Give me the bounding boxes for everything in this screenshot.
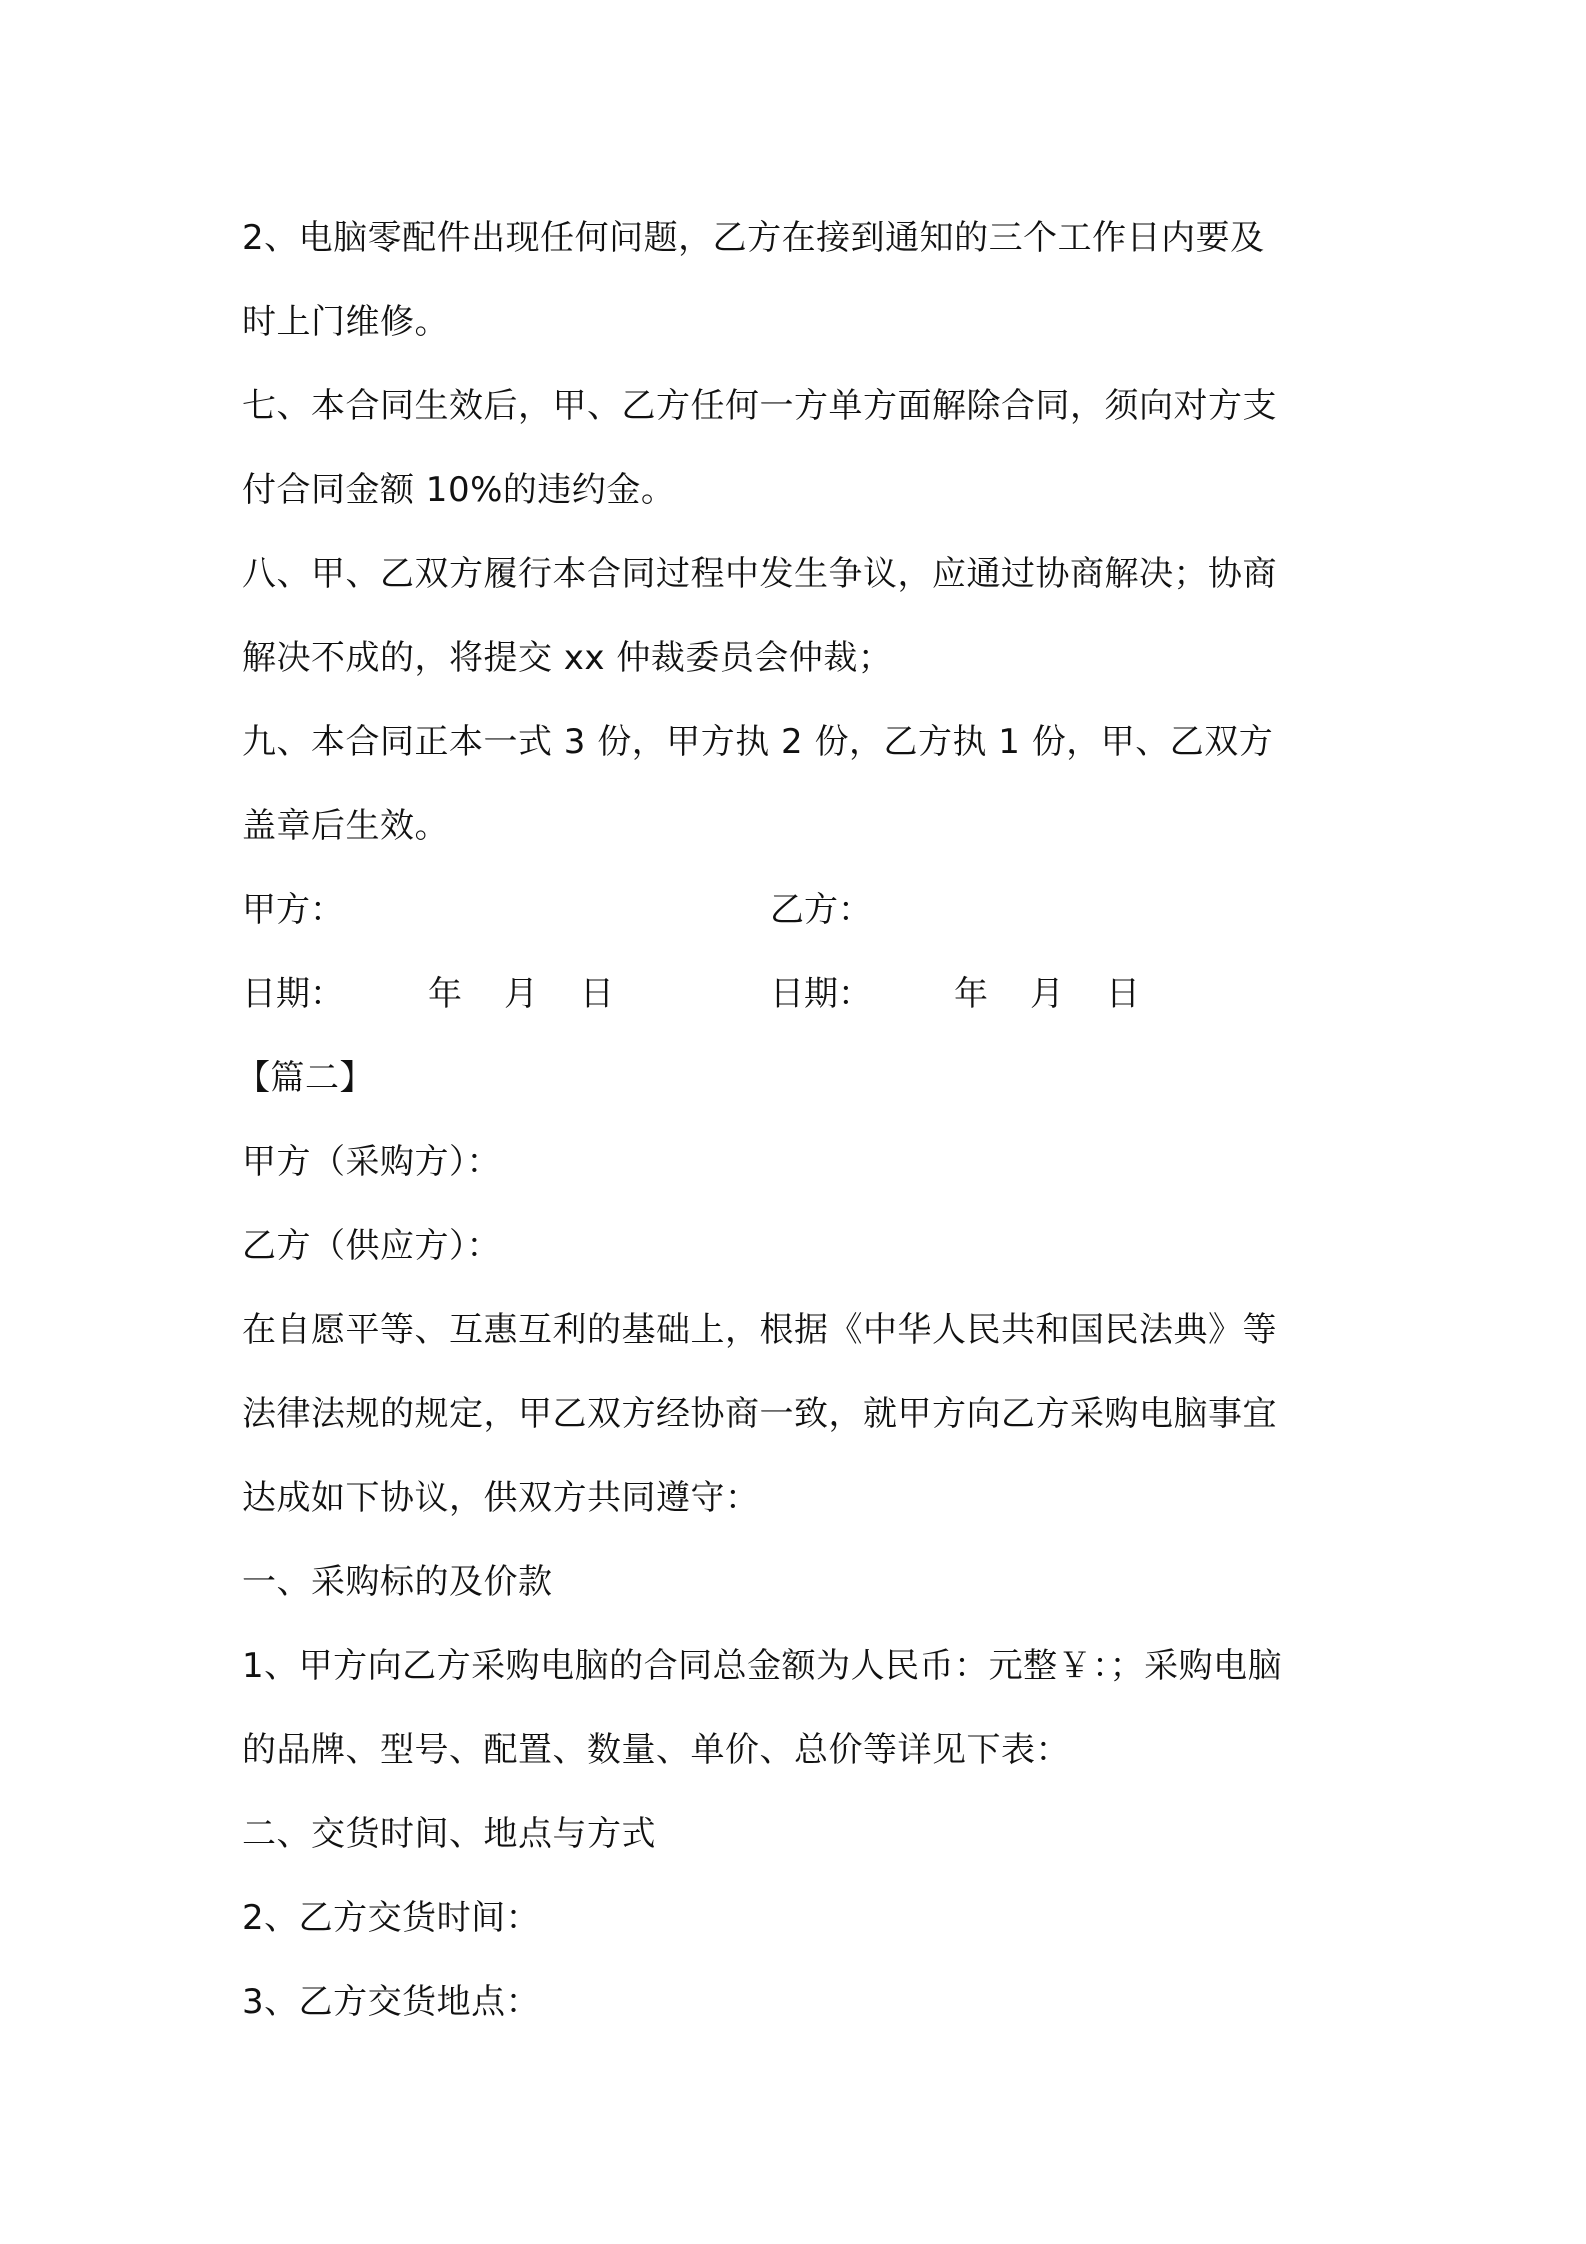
clause-line: 时上门维修。 <box>242 302 449 342</box>
party-b-year: 年 <box>954 974 988 1014</box>
clause-line: 八、甲、乙双方履行本合同过程中发生争议，应通过协商解决；协商 <box>242 554 1277 594</box>
section-two-line: 一、采购标的及价款 <box>242 1562 553 1602</box>
clause-line: 盖章后生效。 <box>242 806 449 846</box>
party-b-label: 乙方： <box>770 890 872 930</box>
section-two-title: 【篇二】 <box>236 1058 374 1098</box>
section-two-line: 二、交货时间、地点与方式 <box>242 1814 656 1854</box>
clause-line: 七、本合同生效后，甲、乙方任何一方单方面解除合同，须向对方支 <box>242 386 1277 426</box>
party-b-month: 月 <box>1030 974 1064 1014</box>
party-a-label: 甲方： <box>242 890 344 930</box>
section-two-line: 2、乙方交货时间： <box>242 1898 541 1938</box>
section-two-line: 甲方（采购方）： <box>242 1142 501 1182</box>
party-a-year: 年 <box>428 974 462 1014</box>
signature-party-row <box>242 868 1357 952</box>
section-two-line: 的品牌、型号、配置、数量、单价、总价等详见下表： <box>242 1730 1070 1770</box>
section-two-line: 法律法规的规定，甲乙双方经协商一致，就甲方向乙方采购电脑事宜 <box>242 1394 1277 1434</box>
party-b-date-label: 日期： <box>770 974 872 1014</box>
clause-line: 2、电脑零配件出现任何问题，乙方在接到通知的三个工作日内要及 <box>242 218 1265 258</box>
clause-line: 九、本合同正本一式 3 份，甲方执 2 份，乙方执 1 份，甲、乙双方 <box>242 722 1274 762</box>
party-b-day: 日 <box>1106 974 1140 1014</box>
party-a-date-label: 日期： <box>242 974 344 1014</box>
section-two-line: 1、甲方向乙方采购电脑的合同总金额为人民币：元整￥：；采购电脑 <box>242 1646 1283 1686</box>
signature-date-row <box>242 952 1357 1036</box>
party-a-month: 月 <box>504 974 538 1014</box>
party-a-day: 日 <box>580 974 614 1014</box>
section-two-line: 在自愿平等、互惠互利的基础上，根据《中华人民共和国民法典》等 <box>242 1310 1277 1350</box>
section-two-line: 达成如下协议，供双方共同遵守： <box>242 1478 760 1518</box>
document-body <box>236 196 1357 2044</box>
section-two-line: 3、乙方交货地点： <box>242 1982 541 2022</box>
clause-line: 解决不成的，将提交 xx 仲裁委员会仲裁； <box>242 638 893 678</box>
clause-line: 付合同金额 10%的违约金。 <box>242 470 676 510</box>
section-two-line: 乙方（供应方）： <box>242 1226 501 1266</box>
